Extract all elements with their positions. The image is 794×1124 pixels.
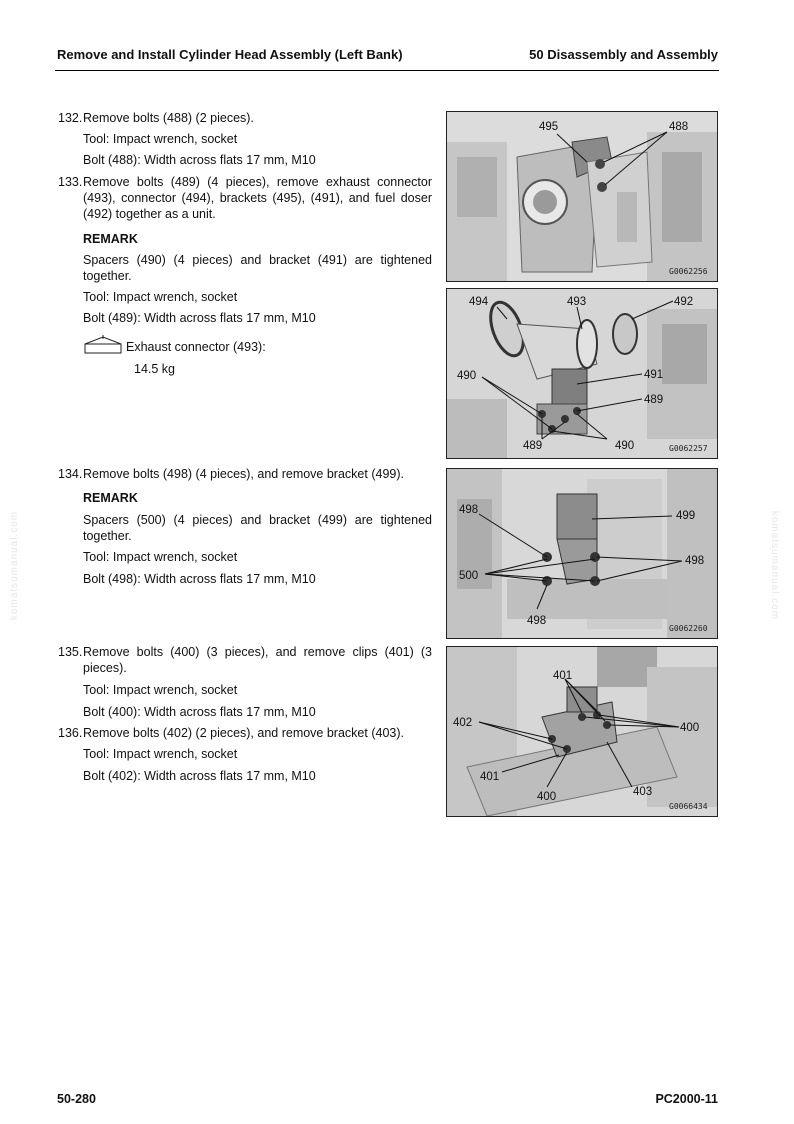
- page-header-title: Remove and Install Cylinder Head Assembly (Left Bank): [57, 47, 403, 62]
- callout-label: 500: [459, 570, 479, 582]
- step-text: Remove bolts (489) (4 pieces), remove exhaust connector (493), connector (494), brackets (495), (491), and fuel doser (492) together as a unit.: [83, 175, 432, 221]
- remark-text: Spacers (500) (4 pieces) and bracket (499) are tightened together.: [83, 513, 432, 543]
- callout-label: 499: [676, 510, 696, 522]
- bolt-spec: Bolt (498): Width across flats 17 mm, M10: [83, 572, 316, 586]
- header-rule: [55, 70, 719, 71]
- callout-label: 400: [680, 722, 700, 734]
- figure-g0066434: [446, 646, 718, 817]
- callout-label: 495: [539, 121, 559, 133]
- weight-label: Exhaust connector (493):: [126, 340, 266, 354]
- bolt-spec: Bolt (489): Width across flats 17 mm, M10: [83, 311, 316, 325]
- tool-line: Tool: Impact wrench, socket: [83, 683, 238, 697]
- tool-line: Tool: Impact wrench, socket: [83, 290, 238, 304]
- tool-line: Tool: Impact wrench, socket: [83, 132, 238, 146]
- step-text: Remove bolts (400) (3 pieces), and remove clips (401) (3 pieces).: [83, 645, 432, 675]
- model-number: PC2000-11: [655, 1092, 718, 1106]
- watermark-right: komatsumanual.com: [769, 510, 781, 621]
- tool-line: Tool: Impact wrench, socket: [83, 747, 238, 761]
- callout-label: 493: [567, 296, 587, 308]
- step-number: 135.: [58, 645, 83, 659]
- bolt-spec: Bolt (488): Width across flats 17 mm, M10: [83, 153, 316, 167]
- remark-heading: REMARK: [83, 232, 138, 246]
- callout-label: 494: [469, 296, 489, 308]
- figure-g0062260: [446, 468, 718, 639]
- step-135: [58, 644, 432, 676]
- step-number: 133.: [58, 175, 83, 189]
- step-132: [58, 110, 432, 126]
- callout-label: 401: [480, 771, 500, 783]
- tool-line: Tool: Impact wrench, socket: [83, 550, 238, 564]
- callout-label: 491: [644, 369, 664, 381]
- figure-id: G0062257: [669, 444, 708, 453]
- remark-heading: REMARK: [83, 491, 138, 505]
- page-header-section: 50 Disassembly and Assembly: [529, 47, 718, 62]
- callout-label: 498: [685, 555, 705, 567]
- step-text: Remove bolts (498) (4 pieces), and remove bracket (499).: [83, 467, 404, 481]
- weight-value: 14.5 kg: [134, 362, 176, 376]
- step-text: Remove bolts (488) (2 pieces).: [83, 111, 254, 125]
- step-number: 136.: [58, 726, 83, 740]
- callout-label: 489: [523, 440, 543, 452]
- step-number: 134.: [58, 467, 83, 481]
- callout-label: 402: [453, 717, 473, 729]
- figure-g0062256: [446, 111, 718, 282]
- callout-label: 490: [457, 370, 477, 382]
- step-text: Remove bolts (402) (2 pieces), and remove bracket (403).: [83, 726, 404, 740]
- figure-id: G0062260: [669, 624, 708, 633]
- remark-text: Spacers (490) (4 pieces) and bracket (491) are tightened together.: [83, 253, 432, 283]
- callout-label: 498: [527, 615, 547, 627]
- callout-label: 490: [615, 440, 635, 452]
- figure-id: G0066434: [669, 802, 708, 811]
- watermark-left: komatsumanual.com: [9, 510, 21, 621]
- step-number: 132.: [58, 111, 83, 125]
- callout-label: 403: [633, 786, 653, 798]
- weight-icon: [83, 335, 123, 355]
- callout-label: 498: [459, 504, 479, 516]
- bolt-spec: Bolt (400): Width across flats 17 mm, M10: [83, 705, 316, 719]
- step-136: [58, 725, 432, 741]
- callout-label: 400: [537, 791, 557, 803]
- callout-label: 401: [553, 670, 573, 682]
- figure-id: G0062256: [669, 267, 708, 276]
- figure-g0062257: [446, 288, 718, 459]
- page-number: 50-280: [57, 1092, 96, 1106]
- step-134: [58, 466, 432, 482]
- step-133: [58, 174, 432, 222]
- callout-label: 492: [674, 296, 694, 308]
- bolt-spec: Bolt (402): Width across flats 17 mm, M10: [83, 769, 316, 783]
- callout-label: 488: [669, 121, 689, 133]
- callout-label: 489: [644, 394, 664, 406]
